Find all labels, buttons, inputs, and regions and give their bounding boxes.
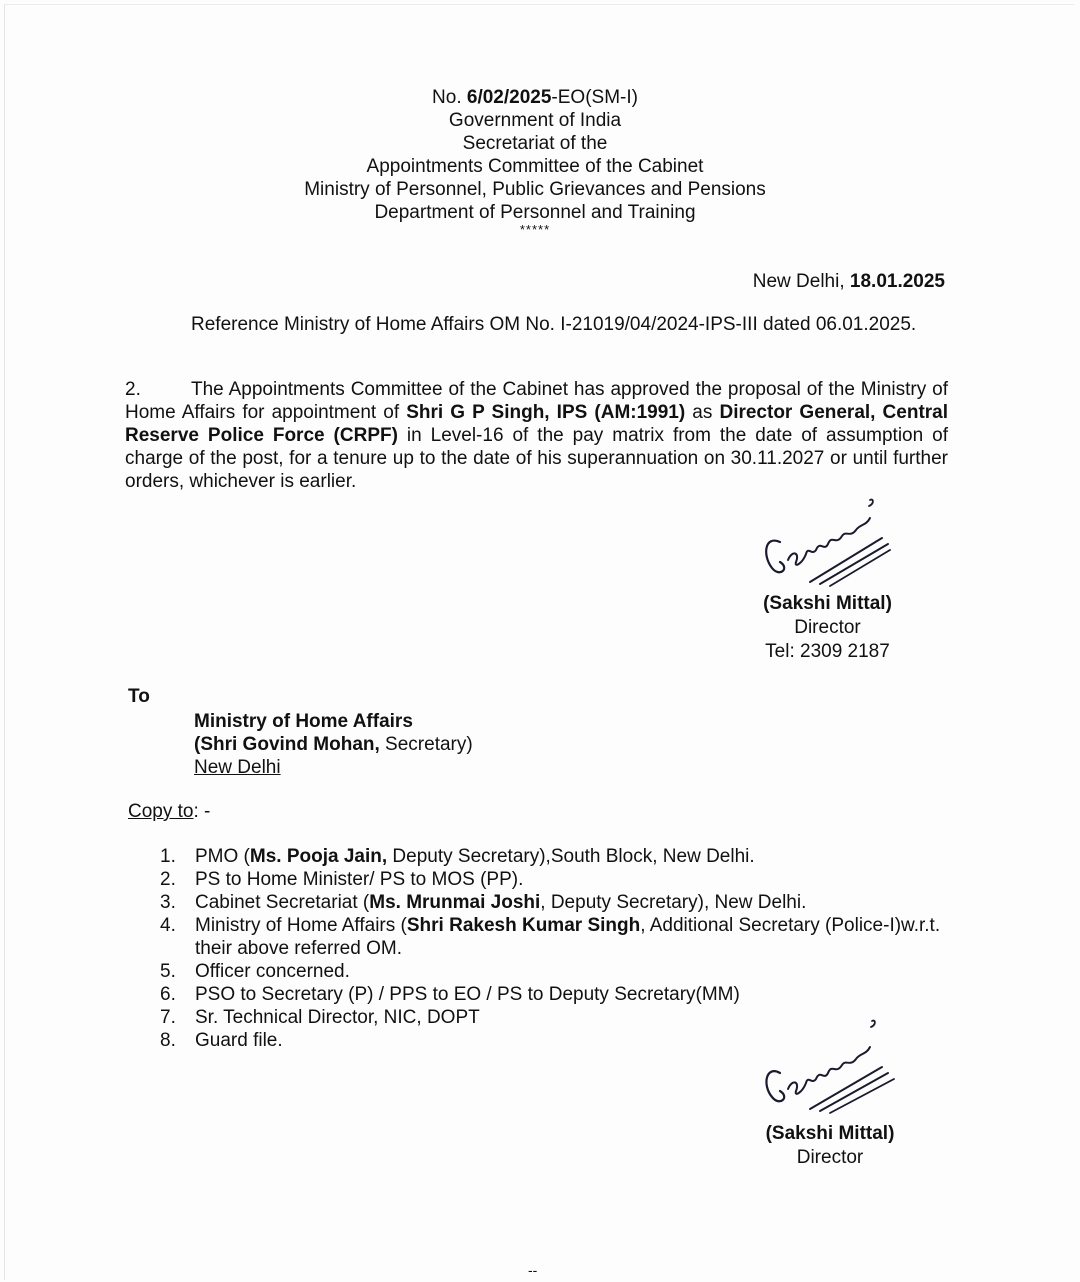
order-number: No. 6/02/2025-EO(SM-I) [432, 87, 638, 108]
signatory-designation: Director [794, 617, 861, 638]
approval-paragraph: 2. The Appointments Committee of the Cabinet has approved the proposal of the Ministry of Home Affairs for appointment of Shri G P Singh, IPS (AM:1991) as Director General, Central Reserve Police Force (CRPF) in Level-16 of the pay matrix from the date of assumption of charge of the post, for a tenure up to the date of his superannuation on 30.11.2027 or until further orders, whichever is earlier. [125, 379, 949, 492]
header-line-department: Department of Personnel and Training [374, 202, 696, 223]
header-line-ministry: Ministry of Personnel, Public Grievances and Pensions [304, 179, 766, 200]
list-item: 5. Officer concerned. [160, 961, 350, 982]
signatory-block-2 [745, 1122, 915, 1170]
header-line-committee: Appointments Committee of the Cabinet [366, 156, 704, 177]
signatory-block-1 [745, 592, 910, 664]
letter-header [280, 86, 790, 236]
reference-paragraph: Reference Ministry of Home Affairs OM No. I-21019/04/2024-IPS-III dated 06.01.2025. [191, 314, 917, 335]
list-item: 6. PSO to Secretary (P) / PPS to EO / PS to Deputy Secretary(MM) [160, 984, 740, 1005]
list-item: 3. Cabinet Secretariat (Ms. Mrunmai Joshi, Deputy Secretary), New Delhi. [160, 892, 807, 913]
addressee-city: New Delhi [194, 757, 281, 778]
addressee-person: (Shri Govind Mohan, Secretary) [194, 734, 473, 755]
list-item: 4. Ministry of Home Affairs (Shri Rakesh Kumar Singh, Additional Secretary (Police-I)w.r.t. their above referred OM. [160, 915, 941, 959]
header-line-secretariat: Secretariat of the [462, 133, 608, 154]
signature-1 [750, 490, 910, 590]
place-date: New Delhi, 18.01.2025 [752, 271, 945, 292]
header-stars: ***** [519, 222, 551, 237]
addressee-block [194, 710, 473, 779]
list-item: 2. PS to Home Minister/ PS to MOS (PP). [160, 869, 524, 890]
handwritten-signature-icon [750, 490, 910, 590]
signatory-name: (Sakshi Mittal) [765, 1123, 895, 1144]
copy-to-label: Copy to: - [128, 801, 211, 822]
list-item: 7. Sr. Technical Director, NIC, DOPT [160, 1007, 480, 1028]
list-item: 1. PMO (Ms. Pooja Jain, Deputy Secretary),South Block, New Delhi. [160, 846, 755, 867]
signatory-designation: Director [796, 1147, 864, 1168]
to-label: To [128, 686, 150, 707]
page-footer-dash: -- [528, 1262, 538, 1278]
signatory-name: (Sakshi Mittal) [763, 593, 892, 614]
list-item: 8. Guard file. [160, 1030, 283, 1051]
header-line-government: Government of India [448, 110, 622, 131]
signatory-telephone: Tel: 2309 2187 [765, 641, 890, 662]
signature-2 [752, 1015, 912, 1115]
handwritten-signature-icon [752, 1015, 912, 1115]
addressee-organisation: Ministry of Home Affairs [194, 711, 413, 732]
